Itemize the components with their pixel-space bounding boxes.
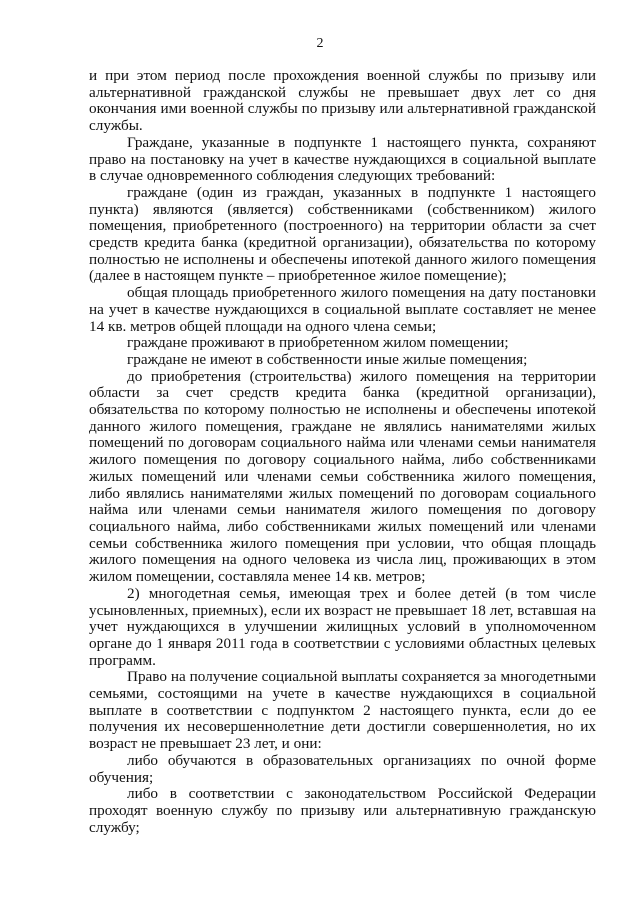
- paragraph-3: граждане (один из граждан, указанных в подпункте 1 настоящего пункта) являются (является) собственниками (собственником) жилого помещения, приобретенного (построенного) на территории области за счет средств кредита банка (кредитной организации), обязательства по которому полностью не исполнены и обеспечены ипотекой данного жилого помещения (далее в настоящем пункте – приобретенное жилое помещение);: [89, 183, 596, 285]
- paragraph-11: либо в соответствии с законодательством Российской Федерации проходят военную службу по призыву или альтернативную гражданскую службу;: [89, 785, 596, 836]
- paragraph-7: до приобретения (строительства) жилого помещения на территории области за счет средств кредита банка (кредитной организации), обязательства по которому полностью не исполнены и обеспечены ипотекой данного жилого помещения, граждане не являлись нанимателями жилых помещений по договорам социального найма или членами семьи нанимателя жилого помещения по договору социального найма, либо собственниками жилых помещений или членами семьи собственника жилого помещения, либо являлись нанимателями жилых помещений по договорам социального найма или членами семьи нанимателя жилого помещения по договору социального найма, либо собственниками жилых помещений или членами семьи собственника жилого помещения при условии, что общая площадь жилого помещения на одного человека из числа лиц, проживающих в этом жилом помещении, составляла менее 14 кв. метров;: [89, 367, 596, 586]
- paragraph-6: граждане не имеют в собственности иные жилые помещения;: [127, 350, 528, 368]
- paragraph-8: 2) многодетная семья, имеющая трех и более детей (в том числе усыновленных, приемных), если их возраст не превышает 18 лет, вставшая на учет нуждающихся в улучшении жилищных условий в уполномоченном органе до 1 января 2011 года в соответствии с условиями областных целевых программ.: [89, 584, 596, 669]
- paragraph-1: и при этом период после прохождения военной службы по призыву или альтернативной гражданской службы не превышает двух лет со дня окончания ими военной службы по призыву или альтернативной гражданской службы.: [89, 67, 596, 135]
- paragraph-2: Граждане, указанные в подпункте 1 настоящего пункта, сохраняют право на постановку на учет в качестве нуждающихся в социальной выплате в случае одновременного соблюдения следующих требований:: [89, 133, 596, 185]
- page-number: 2: [316, 36, 324, 51]
- paragraph-9: Право на получение социальной выплаты сохраняется за многодетными семьями, состоящими на учете в качестве нуждающихся в социальной выплате в соответствии с подпунктом 2 настоящего пункта, если до ее получения их несовершеннолетние дети достигли совершеннолетия, но их возраст не превышает 23 лет, и они:: [89, 668, 596, 753]
- document-body: [89, 68, 596, 836]
- paragraph-10: либо обучаются в образовательных организациях по очной форме обучения;: [89, 751, 596, 786]
- paragraph-5: граждане проживают в приобретенном жилом помещении;: [127, 334, 509, 352]
- paragraph-4: общая площадь приобретенного жилого помещения на дату постановки на учет в качестве нуждающихся в социальной выплате составляет не менее 14 кв. метров общей площади на одного члена семьи;: [89, 284, 596, 335]
